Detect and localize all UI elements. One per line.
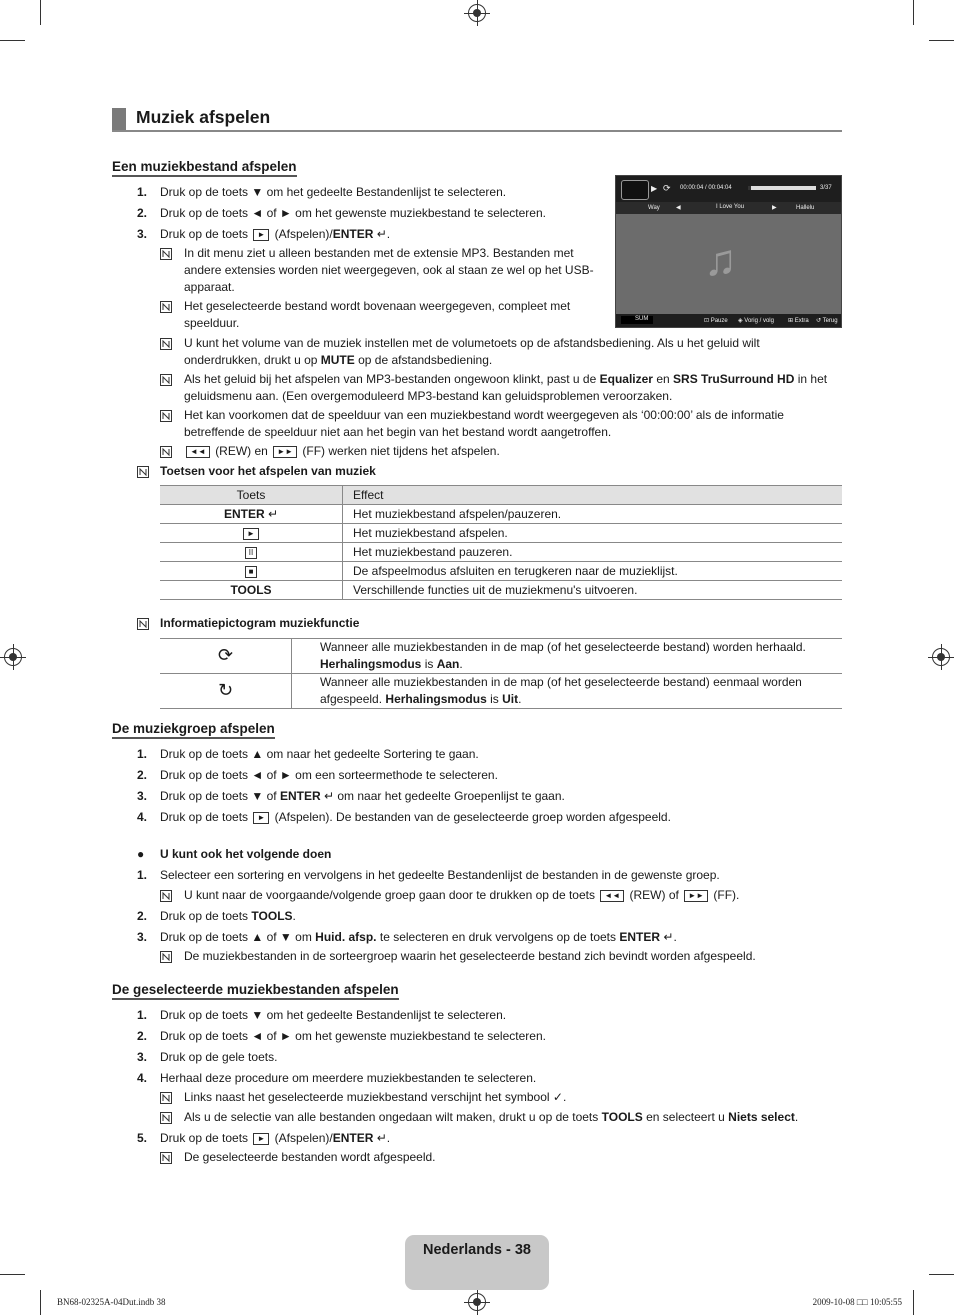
repeat-off-icon: ↻ <box>217 679 234 700</box>
enter-icon: ↵ <box>323 789 335 803</box>
note-text: In dit menu ziet u alleen bestanden met de extensie MP3. Bestanden met andere extensies worden niet weergegeven, ook al staan ze wel op het USB- apparaat. <box>184 246 594 294</box>
step-text: Selecteer een sortering en vervolgens in het gedeelte Bestandenlijst de bestanden in de gewenste groep. <box>160 868 720 882</box>
table-row: ► Het muziekbestand afspelen. <box>160 524 842 543</box>
crop-mark <box>929 1274 954 1275</box>
step-number: 4. <box>137 1071 148 1085</box>
section-heading-play-file: Een muziekbestand afspelen <box>112 159 297 177</box>
note-icon <box>160 338 172 350</box>
note-text: Links naast het geselecteerde muziekbestand verschijnt het symbool ✓. <box>184 1090 567 1104</box>
note-icon <box>160 248 172 260</box>
hint-pause: ⊡ Pauze <box>704 318 728 324</box>
page-title: Muziek afspelen <box>136 107 271 127</box>
music-player-screenshot <box>615 175 842 328</box>
step-number: 2. <box>137 909 148 923</box>
registration-mark-icon <box>468 1293 486 1311</box>
note-text: U kunt het volume van de muziek instellen met de volumetoets op de afstandsbediening. Als u het geluid wilt onderdrukken, drukt u op MUTE op de afstandsbediening. <box>184 336 760 367</box>
track-count: 3/37 <box>820 185 832 191</box>
step-number: 1. <box>137 868 148 882</box>
music-note-icon: ♫ <box>704 236 737 285</box>
checkmark-icon: ✓ <box>552 1090 563 1104</box>
table-row: ■ De afspeelmodus afsluiten en terugkeren naar de muzieklijst. <box>160 562 842 581</box>
step-text: Druk op de toets ◄ of ► om het gewenste muziekbestand te selecteren. <box>160 1029 546 1043</box>
note-text: Het kan voorkomen dat de speelduur van een muziekbestand wordt weergegeven als ‘00:00:00’ als de informatie betreffende de speelduur niet aan het begin van het bestand wordt aangetroffen. <box>184 408 784 439</box>
progress-bar <box>748 186 816 190</box>
current-track: I Love You <box>716 204 745 210</box>
step-text: Druk op de toets ▼ om het gedeelte Bestandenlijst te selecteren. <box>160 1008 507 1022</box>
note-text: Als het geluid bij het afspelen van MP3-bestanden ongewoon klinkt, past u de Equalizer en SRS TruSurround HD in het geluidsmenu aan. (Een overgemoduleerd MP3-bestand kan geluidsproblemen veroorzaken. <box>184 372 828 403</box>
crop-mark <box>913 1290 914 1315</box>
note-text: De muziekbestanden in de sorteergroep waarin het geselecteerde bestand zich bevindt worden afgespeeld. <box>184 949 756 963</box>
step-text: Druk op de toets ▲ om naar het gedeelte Sortering te gaan. <box>160 747 479 761</box>
player-bottom-bar <box>616 314 841 327</box>
table-row: ENTER ↵ Het muziekbestand afspelen/pauzeren. <box>160 505 842 524</box>
next-track: Hallelu <box>796 205 815 211</box>
step-text: Druk op de toets ▲ of ▼ om Huid. afsp. te selecteren en druk vervolgens op de toets ENTER ↵. <box>160 930 677 944</box>
step-number: 1. <box>137 747 148 761</box>
ff-key-icon: ►► <box>273 446 297 458</box>
step-number: 1. <box>137 1008 148 1022</box>
crop-mark <box>0 40 25 41</box>
step-text: Druk op de toets ► (Afspelen)/ENTER ↵. <box>160 227 391 241</box>
step-text: Druk op de toets ◄ of ► om het gewenste muziekbestand te selecteren. <box>160 206 546 220</box>
note-icon <box>137 466 149 478</box>
repeat-on-icon: ⟳ <box>217 644 234 665</box>
keys-heading: Toetsen voor het afspelen van muziek <box>160 464 376 478</box>
step-text: Druk op de toets TOOLS. <box>160 909 296 923</box>
step-text: Druk op de gele toets. <box>160 1050 278 1064</box>
step-number: 5. <box>137 1131 148 1145</box>
step-text: Druk op de toets ▼ of ENTER ↵ om naar het gedeelte Groepenlijst te gaan. <box>160 789 565 803</box>
hint-back: ↺ Terug <box>816 318 838 324</box>
crop-mark <box>40 1290 41 1315</box>
enter-icon: ↵ <box>267 507 279 521</box>
step-text: Druk op de toets ► (Afspelen). De bestanden van de geselecteerde groep worden afgespeeld. <box>160 810 671 824</box>
time-readout: 00:00:04 / 00:04:04 <box>680 185 732 191</box>
print-info-right: 2009-10-08 □□ 10:05:55 <box>812 1297 902 1307</box>
note-text: Het geselecteerde bestand wordt bovenaan weergegeven, compleet met speelduur. <box>184 299 571 330</box>
step-text: Druk op de toets ► (Afspelen)/ENTER ↵. <box>160 1131 391 1145</box>
prev-track: Way <box>648 205 660 211</box>
print-info-left: BN68-02325A-04Dut.indb 38 <box>57 1297 166 1307</box>
note-text: U kunt naar de voorgaande/volgende groep gaan door te drukken op de toets ◄◄ (REW) of ►► (FF). <box>184 888 740 902</box>
note-text: ◄◄ (REW) en ►► (FF) werken niet tijdens het afspelen. <box>184 443 500 460</box>
note-icon <box>137 618 149 630</box>
crop-mark <box>0 1274 25 1275</box>
step-number: 3. <box>137 789 148 803</box>
note-icon <box>160 374 172 386</box>
step-number: 3. <box>137 930 148 944</box>
play-key-icon: ► <box>243 528 259 540</box>
enter-icon: ↵ <box>376 1131 387 1145</box>
enter-icon: ↵ <box>376 227 387 241</box>
player-top-bar <box>616 176 841 202</box>
step-number: 3. <box>137 227 148 241</box>
section-heading-play-group: De muziekgroep afspelen <box>112 721 275 739</box>
page-number: Nederlands - 38 <box>423 1242 531 1258</box>
play-key-icon: ► <box>253 229 269 241</box>
step-number: 1. <box>137 185 148 199</box>
play-key-icon: ► <box>253 812 269 824</box>
crop-mark <box>913 0 914 25</box>
registration-mark-icon <box>4 648 22 666</box>
title-rule <box>112 130 842 132</box>
step-number: 3. <box>137 1050 148 1064</box>
rew-key-icon: ◄◄ <box>600 890 624 902</box>
pause-key-icon: II <box>245 547 257 559</box>
arrow-right-icon: ▶ <box>772 205 777 211</box>
repeat-icon: ⟳ <box>663 183 671 193</box>
note-icon <box>160 1112 172 1124</box>
note-text: De geselecteerde bestanden wordt afgespeeld. <box>184 1150 436 1164</box>
table-row: ⟳ Wanneer alle muziekbestanden in de map (of het geselecteerde bestand) worden herhaald. Herhalingsmodus is Aan. <box>160 639 842 674</box>
note-icon <box>160 951 172 963</box>
play-key-icon: ► <box>253 1133 269 1145</box>
section-heading-play-selected: De geselecteerde muziekbestanden afspelen <box>112 982 399 1000</box>
note-icon <box>160 890 172 902</box>
step-number: 2. <box>137 206 148 220</box>
keys-table <box>160 485 842 600</box>
rew-key-icon: ◄◄ <box>186 446 210 458</box>
bullet-text: U kunt ook het volgende doen <box>160 847 332 861</box>
table-row: ↻ Wanneer alle muziekbestanden in de map (of het geselecteerde bestand) eenmaal worden afgespeeld. Herhalingsmodus is Uit. <box>160 674 842 709</box>
table-header: Toets <box>160 486 343 505</box>
usb-icon <box>621 180 649 200</box>
note-text: Als u de selectie van alle bestanden ongedaan wilt maken, drukt u op de toets TOOLS en selecteert u Niets select. <box>184 1110 799 1124</box>
hint-prev-next: ◈ Vorig / volg <box>738 318 774 324</box>
step-text: Herhaal deze procedure om meerdere muziekbestanden te selecteren. <box>160 1071 537 1085</box>
step-text: Druk op de toets ◄ of ► om een sorteermethode te selecteren. <box>160 768 498 782</box>
title-marker <box>112 108 126 130</box>
note-icon <box>160 410 172 422</box>
info-table <box>160 638 842 709</box>
table-row: TOOLS Verschillende functies uit de muziekmenu's uitvoeren. <box>160 581 842 600</box>
registration-mark-icon <box>468 4 486 22</box>
note-icon <box>160 1092 172 1104</box>
step-number: 2. <box>137 1029 148 1043</box>
step-text: Druk op de toets ▼ om het gedeelte Bestandenlijst te selecteren. <box>160 185 507 199</box>
enter-icon: ↵ <box>663 930 674 944</box>
hint-extra: ⊞ Extra <box>788 318 809 324</box>
bullet-icon: ● <box>137 847 145 861</box>
note-icon <box>160 301 172 313</box>
step-number: 2. <box>137 768 148 782</box>
play-status-icon: ▶ <box>651 184 658 193</box>
crop-mark <box>929 40 954 41</box>
note-icon <box>160 446 172 458</box>
progress-fill <box>748 186 751 190</box>
crop-mark <box>40 0 41 25</box>
track-bar <box>616 202 841 214</box>
arrow-left-icon: ◀ <box>676 205 681 211</box>
table-header: Effect <box>343 486 843 505</box>
registration-mark-icon <box>932 648 950 666</box>
ff-key-icon: ►► <box>684 890 708 902</box>
step-number: 4. <box>137 810 148 824</box>
stop-key-icon: ■ <box>245 566 258 578</box>
device-badge: SUM <box>621 316 653 324</box>
note-icon <box>160 1152 172 1164</box>
table-row: II Het muziekbestand pauzeren. <box>160 543 842 562</box>
info-heading: Informatiepictogram muziekfunctie <box>160 616 360 630</box>
